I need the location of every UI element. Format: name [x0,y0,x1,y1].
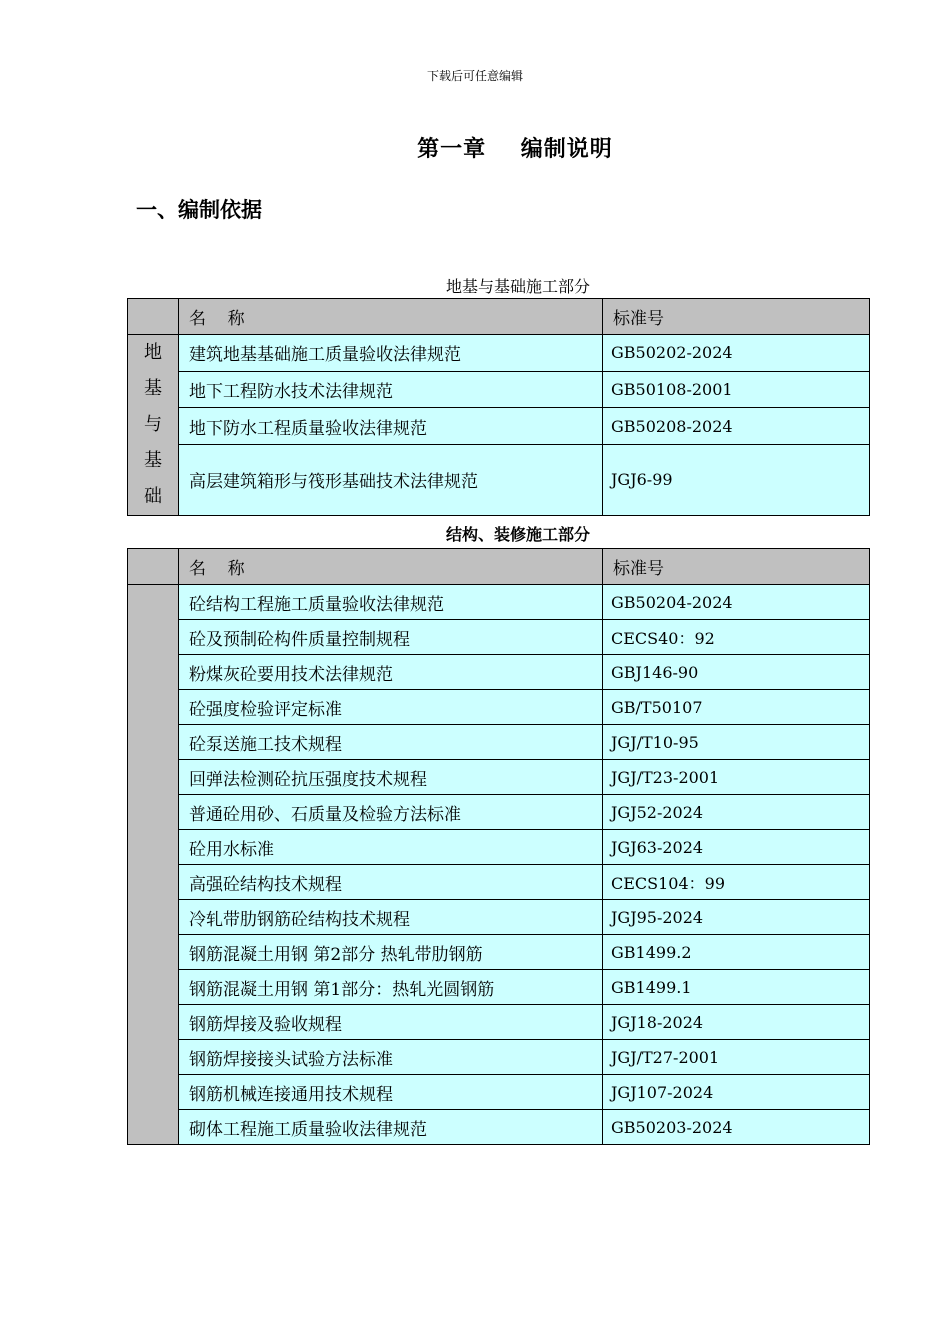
group-label-foundation [128,335,179,516]
table-row [128,1110,870,1145]
standard-code: JGJ/T23-2001 [603,760,870,795]
standard-code: JGJ6-99 [603,444,870,515]
standard-name: 冷轧带肋钢筋砼结构技术规程 [179,900,603,935]
standard-name: 高强砼结构技术规程 [179,865,603,900]
standard-code: GB50202-2024 [603,335,870,372]
table-row [128,444,870,515]
standard-code: JGJ/T27-2001 [603,1040,870,1075]
table-row [128,408,870,445]
standard-name: 砼及预制砼构件质量控制规程 [179,620,603,655]
table-row [128,760,870,795]
table-row [128,690,870,725]
standard-name: 砼泵送施工技术规程 [179,725,603,760]
group-label-char: 基 [144,450,162,471]
header-code: 标准号 [603,549,870,585]
table-row [128,795,870,830]
table-row [128,900,870,935]
standard-code: JGJ63-2024 [603,830,870,865]
header-blank-cell [128,549,179,585]
group-label-structure [128,585,179,1145]
table-row [128,585,870,620]
standard-name: 钢筋焊接及验收规程 [179,1005,603,1040]
standard-code: JGJ95-2024 [603,900,870,935]
standard-code: GB50208-2024 [603,408,870,445]
standard-code: GB50203-2024 [603,1110,870,1145]
foundation-standards-table [127,298,870,516]
group-label-char: 与 [144,414,162,435]
header-name: 名 称 [179,299,603,335]
table-row [128,1040,870,1075]
standard-name: 高层建筑箱形与筏形基础技术法律规范 [179,444,603,515]
section-title: 一、编制依据 [136,198,262,222]
standard-name: 钢筋焊接接头试验方法标准 [179,1040,603,1075]
table-row [128,725,870,760]
standard-name: 砼结构工程施工质量验收法律规范 [179,585,603,620]
table-row [128,1005,870,1040]
table-row [128,335,870,372]
standard-code: GB1499.1 [603,970,870,1005]
table-row [128,830,870,865]
page-header-note: 下载后可任意编辑 [426,69,523,83]
table-row [128,371,870,408]
table-row [128,620,870,655]
standard-code: JGJ/T10-95 [603,725,870,760]
header-code: 标准号 [603,299,870,335]
standard-name: 粉煤灰砼要用技术法律规范 [179,655,603,690]
standard-code: GB1499.2 [603,935,870,970]
table-row [128,935,870,970]
standard-name: 回弹法检测砼抗压强度技术规程 [179,760,603,795]
standard-code: JGJ107-2024 [603,1075,870,1110]
table-header-row [128,299,870,335]
table-row [128,970,870,1005]
structure-standards-table [127,548,870,1145]
standard-name: 钢筋机械连接通用技术规程 [179,1075,603,1110]
header-blank-cell [128,299,179,335]
table-row [128,1075,870,1110]
standard-name: 建筑地基基础施工质量验收法律规范 [179,335,603,372]
standard-name: 地下工程防水技术法律规范 [179,371,603,408]
group-label-char: 地 [144,342,162,363]
standard-name: 砼强度检验评定标准 [179,690,603,725]
standard-name: 地下防水工程质量验收法律规范 [179,408,603,445]
header-name: 名 称 [179,549,603,585]
standard-code: JGJ52-2024 [603,795,870,830]
standard-name: 钢筋混凝土用钢 第1部分：热轧光圆钢筋 [179,970,603,1005]
table-header-row [128,549,870,585]
standard-code: GB50204-2024 [603,585,870,620]
table1-caption: 地基与基础施工部分 [445,277,590,296]
standard-code: GBJ146-90 [603,655,870,690]
standard-name: 普通砼用砂、石质量及检验方法标准 [179,795,603,830]
standard-name: 钢筋混凝土用钢 第2部分 热轧带肋钢筋 [179,935,603,970]
table2-caption: 结构、装修施工部分 [445,525,590,544]
table-row [128,655,870,690]
standard-code: JGJ18-2024 [603,1005,870,1040]
table-row [128,865,870,900]
standard-code: CECS40：92 [603,620,870,655]
group-label-char: 础 [144,486,162,507]
standard-name: 砌体工程施工质量验收法律规范 [179,1110,603,1145]
standard-code: GB/T50107 [603,690,870,725]
standard-code: CECS104：99 [603,865,870,900]
group-label-char: 基 [144,378,162,399]
chapter-title: 第一章 编制说明 [417,137,613,162]
standard-code: GB50108-2001 [603,371,870,408]
standard-name: 砼用水标准 [179,830,603,865]
